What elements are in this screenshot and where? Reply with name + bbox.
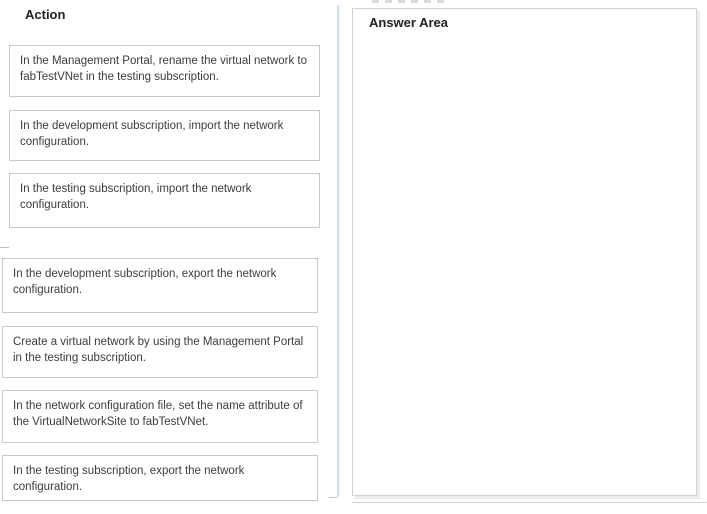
action-item-test-export[interactable]: In the testing subscription, export the network configuration. bbox=[2, 455, 318, 501]
action-item-test-import[interactable]: In the testing subscription, import the network configuration. bbox=[9, 173, 320, 228]
cutoff-text-artifact bbox=[372, 0, 446, 3]
answer-area-header: Answer Area bbox=[369, 15, 448, 30]
action-item-set-name-attribute[interactable]: In the network configuration file, set the name attribute of the VirtualNetworkSite to fabTestVNet. bbox=[2, 390, 318, 443]
stitch-divider-fragment bbox=[0, 247, 9, 248]
action-item-rename-vnet[interactable]: In the Management Portal, rename the virtual network to fabTestVNet in the testing subscription. bbox=[9, 45, 320, 97]
answer-area-dropzone[interactable] bbox=[352, 8, 697, 496]
action-item-dev-export[interactable]: In the development subscription, export the network configuration. bbox=[2, 258, 318, 313]
action-item-dev-import[interactable]: In the development subscription, import the network configuration. bbox=[9, 110, 320, 161]
bottom-dash-artifact bbox=[329, 497, 337, 498]
action-column-header: Action bbox=[25, 7, 66, 22]
action-column-border bbox=[337, 5, 340, 497]
bottom-line-artifact bbox=[352, 502, 707, 503]
action-item-create-vnet[interactable]: Create a virtual network by using the Management Portal in the testing subscription. bbox=[2, 326, 318, 378]
